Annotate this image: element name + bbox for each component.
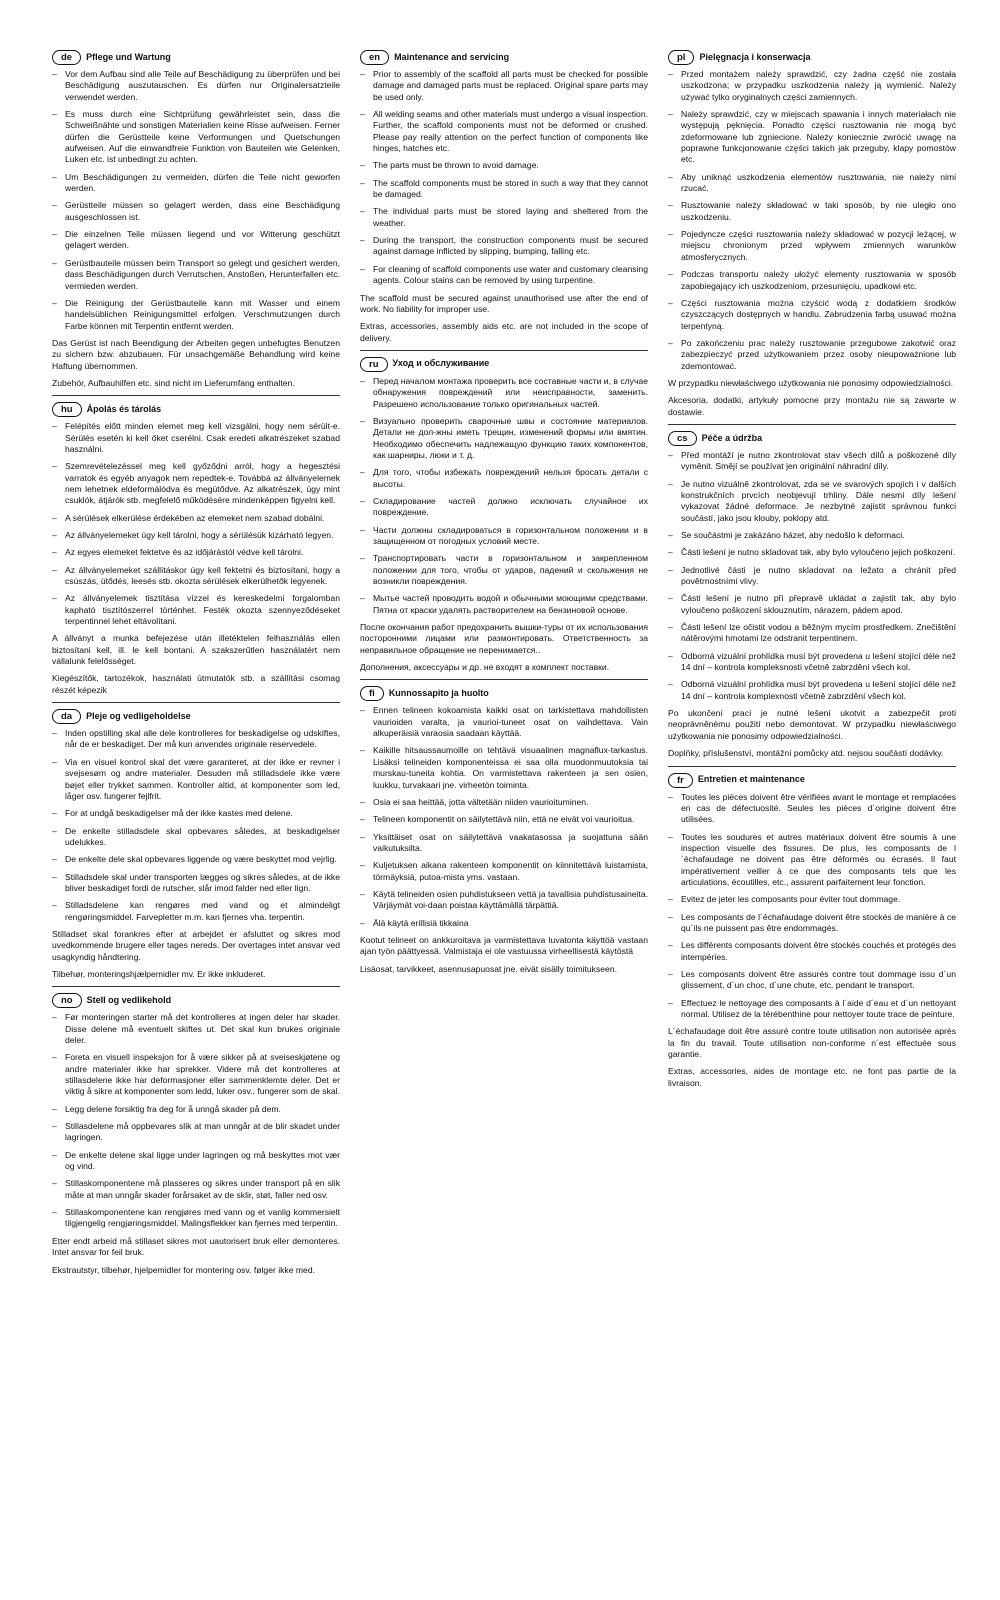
list-item: – Pojedyncze części rusztowania należy składować w pozycji leżącej, w miejscu chronionym przed wpływem zmiennych warunków atmosferycznych.: [668, 229, 956, 263]
instruction-list: [52, 421, 340, 627]
list-item: – Legg delene forsiktig fra deg for å unngå skader på dem.: [52, 1104, 340, 1115]
list-item: – During the transport, the construction components must be secured against damage inflicted by slipping, bumping, falling etc.: [360, 235, 648, 258]
column-2: [360, 50, 648, 981]
section-title: Péče a údržba: [701, 432, 763, 443]
list-item: – Stillaskomponentene må plasseres og sikres under transport på en slik måte at man unngår skader forårsaket av de sklir, støt, faller ned osv.: [52, 1178, 340, 1201]
section-header: [360, 357, 648, 372]
section-title: Entretien et maintenance: [697, 774, 805, 785]
section-title: Stell og vedlikehold: [86, 994, 172, 1005]
section-fr: [668, 766, 956, 1090]
section-title: Kunnossapito ja huolto: [388, 688, 489, 698]
list-item: – Należy sprawdzić, czy w miejscach spawania i innych materiałach nie występują pęknięcia. Ponadto części rusztowania nie mogą być zdeformowane lub zgniecione. Należy koniecznie zwrócić uwagę na poprawne funkcjonowanie części takich jak przeguby, klapy pomostów etc.: [668, 109, 956, 166]
instruction-list: [52, 728, 340, 923]
list-item: – Se součástmi je zakázáno házet, aby nedošlo k deformaci.: [668, 530, 956, 541]
list-item: – Foreta en visuell inspeksjon for å være sikker på at sveiseskjøtene og andre materialer ikke har sprekker. Videre må det kontrolleres at stillasdelene ikke har deformasjoner eller sammenklemte deler. Det er viktig å sikre at komponenter som ledd, luker osv.. fungerer som de skal.: [52, 1052, 340, 1097]
note-paragraph: Дополнения, аксессуары и др. не входят в комплект поставки.: [360, 662, 610, 673]
note-paragraph: W przypadku niewłaściwego użytkowania nie ponosimy odpowiedzialności.: [668, 377, 954, 388]
section-header: [668, 50, 956, 65]
list-item: – Toutes les pièces doivent être vérifiées avant le montage et remplacées en cas de défectuosité. Seules les pièces d´origine doivent être utilisées.: [668, 792, 956, 826]
list-item: – Effectuez le nettoyage des composants à l´aide d´eau et d´un nettoyant normal. Utilisez de la térébenthine pour nettoyer toute trace de peinture.: [668, 998, 956, 1021]
note-paragraph: A állványt a munka befejezése után illetéktelen felhasználás ellen biztosítani kell, ill. le kell bontani. A szakszerűtlen használatért nem vállalunk felelősséget.: [52, 633, 340, 667]
list-item: – Části lešení lze očistit vodou a běžným mycím prostředkem. Znečištění nátěrovými hmotami lze odstranit terpentinem.: [668, 622, 956, 645]
list-item: – Části lešení je nutno skladovat tak, aby bylo vyloučeno jejich poškození.: [668, 547, 956, 558]
list-item: – Älä käytä erillisiä tikkaina: [360, 918, 648, 929]
instruction-list: [360, 376, 648, 616]
list-item: – Před montáží je nutno zkontrolovat stav všech dílů a poškozené díly vyměnit. Smějí se používat jen originální náhradní díly.: [668, 450, 956, 473]
note-paragraph: Extras, accessories, assembly aids etc. are not included in the scope of delivery.: [360, 321, 648, 343]
list-item: – Az állványelemeket szállításkor úgy kell fektetni és biztosítani, hogy a csúszás, ütődés, leesés stb. okozta sérülések elkerülhetők legyenek.: [52, 565, 340, 588]
section-header: [52, 993, 340, 1008]
instruction-list: [52, 69, 340, 332]
instruction-list: [360, 69, 648, 287]
list-item: – Stillaskomponentene kan rengjøres med vann og et vanlig kommersielt tilgjengelig rengjøringsmiddel. Malingsflekker kan fjernes med terpentin.: [52, 1207, 340, 1230]
list-item: – Les différents composants doivent être stockés couchés et protégés des intempéries.: [668, 940, 956, 963]
note-paragraph: Etter endt arbeid må stillaset sikres mot uautorisert bruk eller demonteres. Intet ansvar for feil bruk.: [52, 1235, 340, 1258]
note-paragraph: L´échafaudage doit être assuré contre toute utilisation non autorisée après la fin du travail. Toute utilisation non-conforme n´est effectuée sous garantie.: [668, 1026, 956, 1060]
section-header: [668, 431, 956, 446]
list-item: – Části lešení je nutno při přepravě ukládat a zajistit tak, aby bylo vyloučeno poškození sklouznutím, nárazem, pádem apod.: [668, 593, 956, 616]
list-item: – For at undgå beskadigelser må der ikke kastes med delene.: [52, 808, 340, 819]
list-item: – A sérülések elkerülése érdekében az elemeket nem szabad dobálni.: [52, 513, 340, 524]
list-item: – Части должны складироваться в горизонтальном положении и в защищенном от погодных условий месте.: [360, 525, 648, 548]
section-header: [360, 50, 648, 65]
list-item: – Felépítés előtt minden elemet meg kell vizsgálni, hogy nem sérült-e. Sérülés esetén ki kell őket cserélni. Csak eredeti alkatrészeket szabad használni.: [52, 421, 340, 455]
list-item: – Inden opstilling skal alle dele kontrolleres for beskadigelse og udskiftes, når de er beskadiget. Der må kun anvendes originale reservedele.: [52, 728, 340, 751]
list-item: – For cleaning of scaffold components use water and customary cleansing agents. Colour stains can be removed by using turpentine.: [360, 264, 648, 287]
instruction-list: [668, 69, 956, 372]
section-title: Уход и обслуживание: [392, 358, 490, 369]
section-pl: [668, 50, 956, 418]
list-item: – Podczas transportu należy ułożyć elementy rusztowania w sposób zapobiegający ich uszkodzeniom, przesunięciu, upadkowi etc.: [668, 269, 956, 292]
list-item: – Ennen telineen kokoamista kaikki osat on tarkistettava mahdollisten vaurioiden varalta, ja vaurioi-tuneet osat on vaihdettava. Vain alkuperäisiä varaosia saadaan käyttää.: [360, 705, 648, 739]
section-header: [52, 50, 340, 65]
list-item: – Yksittäiset osat on säilytettävä vaakatasossa ja suojattuna sään vaikutuksilta.: [360, 832, 648, 855]
instruction-list: [52, 1012, 340, 1230]
list-item: – Визуально проверить сварочные швы и состояние материалов. Детали не дол-жны иметь трещин, изменений формы или вмятин. Необходимо обеспечить надлежащую функцию таких компонентов, как шарниры, люки и т. д.: [360, 416, 648, 461]
list-item: – Odborná vizuální prohlídka musí být provedena u lešení stojící déle než 14 dní – kontrola komplexnosti včetně zabrzdění všech kol.: [668, 679, 956, 702]
section-fi: [360, 679, 648, 975]
language-badge: de: [52, 50, 81, 65]
language-badge: hu: [52, 402, 82, 417]
list-item: – Osia ei saa heittää, jotta vältetään niiden vaurioituminen.: [360, 797, 648, 808]
list-item: – The individual parts must be stored laying and sheltered from the weather.: [360, 206, 648, 229]
list-item: – Rusztowanie należy składować w taki sposób, by nie uległo ono uszkodzeniu.: [668, 200, 956, 223]
language-badge: da: [52, 709, 81, 724]
note-paragraph: Ekstrautstyr, tilbehør, hjelpemidler for montering osv. følger ikke med.: [52, 1264, 316, 1275]
section-title: Ápolás és tárolás: [86, 403, 162, 414]
list-item: – Je nutno vizuálně zkontrolovat, zda se ve svarových spojích i v dalších konstrukčních prvcích neobjevují trhliny. Dále nesmí díly lešení vykazovat žádné deformace. Je nezbytné zajistit správnou funkci součástí, jako jsou klouby, poklopy atd.: [668, 479, 956, 524]
note-paragraph: Stilladset skal forankres efter at arbejdet er afsluttet og sikres mod uvedkommende brugere eller tages nereds. Der overtages intet ansvar ved usagkyndig håndtering.: [52, 928, 340, 962]
language-badge: en: [360, 50, 389, 65]
section-header: [52, 402, 340, 417]
list-item: – Складирование частей должно исключать случайное их повреждение.: [360, 496, 648, 519]
list-item: – Um Beschädigungen zu vermeiden, dürfen die Teile nicht geworfen werden.: [52, 172, 340, 195]
list-item: – Die einzelnen Teile müssen liegend und vor Witterung geschützt gelagert werden.: [52, 229, 340, 252]
list-item: – Les composants de l´échafaudage doivent être stockés de manière à ce qu´ils ne puissent pas être endommagés.: [668, 912, 956, 935]
section-de: [52, 50, 340, 389]
instruction-list: [668, 450, 956, 702]
language-badge: fr: [668, 773, 693, 788]
list-item: – Stilladsdelene kan rengøres med vand og et almindeligt rengøringsmiddel. Farvepletter m.m. kan fjernes vha. terpentin.: [52, 900, 340, 923]
list-item: – Toutes les soudures et autres matériaux doivent être soumis à une inspection visuelle des fissures. De plus, les composants de l´échafaudage ne doivent pas être déformés ou écrasés. Il faut impérativement veiller à ce que des composants tels que les articulations, écoutilles, etc., assurent parfaitement leur fonction.: [668, 832, 956, 889]
section-title: Pflege und Wartung: [86, 51, 171, 62]
list-item: – Prior to assembly of the scaffold all parts must be checked for possible damage and damaged parts must be replaced. Original spare parts may be used only.: [360, 69, 648, 103]
note-paragraph: Kootut telineet on ankkuroitava ja varmistettava luvatonta käyttöä vastaan ajan työn päättyessä. Valmistaja ei ole vastuussa virheellisestä käytöstä: [360, 934, 648, 957]
list-item: – Мытье частей проводить водой и обычными моющими средствами. Пятна от краски удалять растворителем на бензиновой основе.: [360, 593, 648, 616]
list-item: – Az egyes elemeket fektetve és az időjárástól védve kell tárolni.: [52, 547, 340, 558]
note-paragraph: Po ukončení prací je nutné lešení ukotvit a zabezpečit proti neoprávněnému použití nebo demontovat. W przypadku niewłaściwego użytkowania nie ponosimy odpowiedzialności.: [668, 708, 956, 741]
section-ru: [360, 350, 648, 674]
column-1: [52, 50, 340, 1282]
section-hu: [52, 395, 340, 696]
list-item: – Es muss durch eine Sichtprüfung gewährleistet sein, dass die Schweißnähte und sonstigen Materialien keine Risse aufweisen. Ferner dürfen die Gerüstteile keine Verformungen und Quetschungen aufweisen. Auf die einwandfreie Funktion von Bauteilen wie Gelenken, Luken etc. ist unbedingt zu achten.: [52, 109, 340, 166]
list-item: – Evitez de jeter les composants pour éviter tout dommage.: [668, 894, 956, 905]
list-item: – The parts must be thrown to avoid damage.: [360, 160, 648, 171]
note-paragraph: Extras, accessories, aides de montage etc. ne font pas partie de la livraison.: [668, 1066, 956, 1088]
list-item: – Käytä telineiden osien puhdistukseen vettä ja tavallisia puhdistusaineita. Värjäymät voi-daan poistaa käyttämällä tärpättiä.: [360, 889, 648, 912]
list-item: – Vor dem Aufbau sind alle Teile auf Beschädigung zu überprüfen und bei Beschädigung auszutauschen. Es dürfen nur Originalersatzteile verwendet werden.: [52, 69, 340, 103]
section-title: Maintenance and servicing: [394, 51, 510, 62]
section-da: [52, 702, 340, 980]
list-item: – Po zakończeniu prac należy rusztowanie przegubowe zakotwić oraz zabezpieczyć przed użytkowaniem przez osoby nieupoważnione lub zdemontować.: [668, 338, 956, 372]
list-item: – Før monteringen starter må det kontrolleres at ingen deler har skader. Disse delene må eventuelt skiftes ut. Det skal kun brukes originale deler.: [52, 1012, 340, 1046]
list-item: – Транспортировать части в горизонтальном и закрепленном положении для того, чтобы от ударов, падений и скольжения не возникли повреждения.: [360, 553, 648, 587]
note-paragraph: The scaffold must be secured against unauthorised use after the end of work. No liability for improper use.: [360, 292, 648, 314]
list-item: – Części rusztowania można czyścić wodą z dodatkiem środków czyszczących dostępnych w handlu. Zabrudzenia farbą usuwać można terpentyną.: [668, 298, 956, 332]
list-item: – Kuljetuksen aikana rakenteen komponentit on kiinnitettävä luistamista, törmäyksiä, putoa-mista yms. vastaan.: [360, 860, 648, 883]
list-item: – Telineen komponentit on säilytettävä niin, että ne eivät voi vaurioitua.: [360, 814, 648, 825]
list-item: – Gerüstbauteile müssen beim Transport so gelegt und gesichert werden, dass Beschädigungen durch Verrutschen, Anstoßen, Herunterfallen etc. vermieden werden.: [52, 258, 340, 292]
section-header: [52, 709, 340, 724]
instruction-list: [668, 792, 956, 1021]
list-item: – Stillasdelene må oppbevares slik at man unngår at de blir skadet under lagringen.: [52, 1121, 340, 1144]
list-item: – Az állványelemeket úgy kell tárolni, hogy a sérülésük kizárható legyen.: [52, 530, 340, 541]
note-paragraph: Tilbehør, monteringshjælpemidler mv. Er ikke inkluderet.: [52, 968, 266, 979]
list-item: – Odborná vizuální prohlídka musí být provedena u lešení stojící déle než 14 dní – kontrola kompleksnosti včetně zabrzdění všech kol.: [668, 651, 956, 674]
list-item: – Az állványelemek tisztítása vízzel és kereskedelmi forgalomban kapható tisztítószerrel történhet. Festék okozta szennyeződéseket terpentinnel lehet eltávolítani.: [52, 593, 340, 627]
list-item: – Szemrevételezéssel meg kell győződni arról, hogy a hegesztési varratok és egyéb anyagok nem repedtek-e. Továbbá az állványelemek nem lehetnek eldeformálódva és megütődve. Az alkatrészek, úgy mint csuklók, átjárók stb. megfelelő működésére mindenképpen figyelni kell.: [52, 461, 340, 506]
list-item: – De enkelte delene skal ligge under lagringen og må beskyttes mot vær og vind.: [52, 1150, 340, 1173]
list-item: – Для того, чтобы избежать повреждений нельзя бросать детали с высоты.: [360, 467, 648, 490]
list-item: – The scaffold components must be stored in such a way that they cannot be damaged.: [360, 178, 648, 201]
list-item: – Les composants doivent être assurés contre tout dommage issu d´un glissement, d´un choc, d´une chute, etc. pendant le transport.: [668, 969, 956, 992]
list-item: – Die Reinigung der Gerüstbauteile kann mit Wasser und einem handelsüblichen Reinigungsmittel erfolgen. Verschmutzungen durch Farbe können mit Terpentin entfernt werden.: [52, 298, 340, 332]
language-badge: cs: [668, 431, 697, 446]
list-item: – Перед началом монтажа проверить все составные части и, в случае обнаружения повреждений или неисправности, заменить. Разрешено использование только оригинальных частей.: [360, 376, 648, 410]
note-paragraph: Kiegészítők, tartozékok, használati útmutatók stb. a szállítási csomag részét képezik: [52, 673, 340, 695]
list-item: – Jednotlivé části je nutno skladovat na ležato a chránit před povětrnostními vlivy.: [668, 565, 956, 588]
language-badge: fi: [360, 686, 384, 701]
language-badge: no: [52, 993, 82, 1008]
section-cs: [668, 424, 956, 760]
note-paragraph: Akcesoria, dodatki, artykuły pomocne przy montażu nie są zawarte w dostawie.: [668, 395, 956, 417]
note-paragraph: Zubehör, Aufbauhilfen etc. sind nicht im Lieferumfang enthalten.: [52, 377, 295, 388]
section-en: [360, 50, 648, 344]
note-paragraph: Lisäosat, tarvikkeet, asennusapuosat jne. eivät sisälly toimitukseen.: [360, 963, 617, 974]
list-item: – Via en visuel kontrol skal det være garanteret, at der ikke er revner i svejsesøm og andre materialer. Desuden må stilladsdele ikke være bøjet eller trykket sammen. Kontroller altid, at komponenter som led, låger osv. fungerer fejlfrit.: [52, 757, 340, 802]
column-3: [668, 50, 956, 1095]
section-header: [668, 773, 956, 788]
note-paragraph: Das Gerüst ist nach Beendigung der Arbeiten gegen unbefugtes Benutzen zu sichern bzw. abzubauen. Für unsachgemäße Behandlung wird keine Haftung übernommen.: [52, 337, 340, 371]
note-paragraph: После окончания работ предохранить вышки-туры от их использования посторонними лицами или размонтировать. Ответственность за неправильное обращение не перенимается..: [360, 622, 648, 655]
instruction-list: [360, 705, 648, 929]
list-item: – Stilladsdele skal under transporten lægges og sikres således, at de ikke bliver beskadiget fordi de rutscher, slår imod falder ned eller lign.: [52, 872, 340, 895]
list-item: – Gerüstteile müssen so gelagert werden, dass eine Beschädigung ausgeschlossen ist.: [52, 200, 340, 223]
note-paragraph: Doplňky, příslušenství, montážní pomůcky atd. nejsou součástí dodávky.: [668, 748, 944, 759]
section-no: [52, 986, 340, 1276]
list-item: – De enkelte dele skal opbevares liggende og være beskyttet mod vejrlig.: [52, 854, 340, 865]
list-item: – Kaikille hitsaussaumoille on tehtävä visuaalinen magnaflux-tarkastus. Lisäksi telineiden komponenteissa ei saa olla muodonmuutoksia tai murskau-tuneita kohtia. On varmistettava rakenteen ja sen osien, luukku, turvakaari jne. virheetön toiminta.: [360, 745, 648, 790]
language-badge: ru: [360, 357, 388, 372]
section-header: [360, 686, 648, 701]
section-title: Pleje og vedligeholdelse: [86, 710, 191, 721]
list-item: – Przed montażem należy sprawdzić, czy żadna część nie została uszkodzona; w przypadku uszkodzenia należy ją wymienić. Należy używać tylko oryginalnych części zamiennych.: [668, 69, 956, 103]
list-item: – Aby uniknąć uszkodzenia elementów rusztowania, nie należy nimi rzucać.: [668, 172, 956, 195]
list-item: – De enkelte stilladsdele skal opbevares således, at beskadigelser udelukkes.: [52, 826, 340, 849]
language-badge: pl: [668, 50, 694, 65]
list-item: – All welding seams and other materials must undergo a visual inspection. Further, the scaffold components must not be deformed or crushed. Please pay really attention on the perfect function of components like hinges, hatches etc.: [360, 109, 648, 154]
section-title: Pielęgnacja i konserwacja: [699, 51, 811, 62]
